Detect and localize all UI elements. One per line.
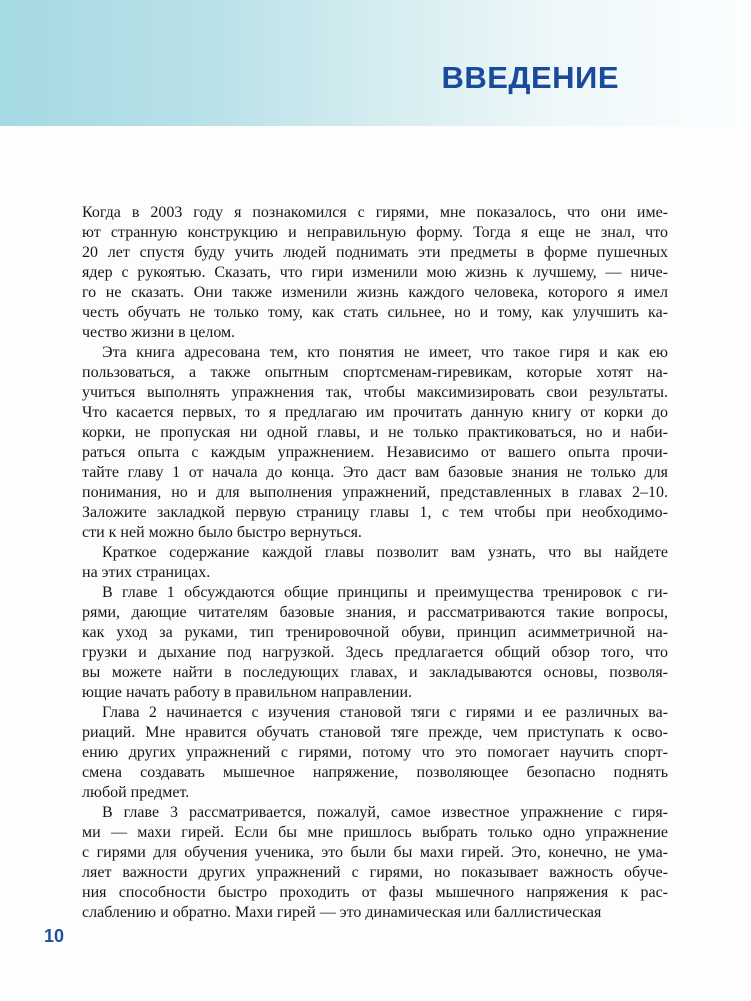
text-line: учиться выполнять упражнения так, чтобы максимизировать свои результаты.	[82, 384, 668, 401]
paragraph	[82, 703, 668, 803]
text-line: честь обучать не только тому, как стать сильнее, но и тому, как улучшить ка-	[82, 304, 668, 321]
paragraph	[82, 203, 668, 343]
text-line: Краткое содержание каждой главы позволит вам узнать, что вы найдете	[102, 544, 668, 561]
text-line: грузки и дыхание под нагрузкой. Здесь предлагается общий обзор того, что	[82, 644, 668, 661]
text-line: с гирями для обучения ученика, это были бы махи гирей. Это, конечно, не ума-	[82, 844, 668, 861]
text-line: любой предмет.	[82, 784, 190, 801]
text-line: как уход за руками, тип тренировочной обуви, принцип асимметричной на-	[82, 624, 668, 641]
text-line: чество жизни в целом.	[82, 324, 236, 341]
text-line: рями, дающие читателям базовые знания, и рассматриваются такие вопросы,	[82, 604, 668, 621]
text-line: ляет важности других упражнений с гирями, но показывает важность обуче-	[82, 864, 668, 881]
text-line: ния способности быстро проходить от фазы мышечного напряжения к рас-	[82, 884, 668, 901]
text-line: риаций. Мне нравится обучать становой тяге прежде, чем приступать к осво-	[82, 724, 668, 741]
text-line: В главе 1 обсуждаются общие принципы и преимущества тренировок с ги-	[102, 584, 668, 601]
paragraph	[82, 543, 668, 583]
text-line: на этих страницах.	[82, 564, 211, 581]
text-line: ют странную конструкцию и неправильную форму. Тогда я еще не знал, что	[82, 224, 668, 241]
text-line: Глава 2 начинается с изучения становой тяги с гирями и ее различных ва-	[102, 704, 668, 721]
text-line: пользоваться, а также опытным спортсменам-гиревикам, которые хотят на-	[82, 364, 668, 381]
text-line: Что касается первых, то я предлагаю им прочитать данную книгу от корки до	[82, 404, 668, 421]
text-line: В главе 3 рассматривается, пожалуй, самое известное упражнение с гиря-	[102, 804, 668, 821]
paragraph	[82, 803, 668, 923]
chapter-title: ВВЕДЕНИЕ	[441, 60, 619, 95]
text-line: Заложите закладкой первую страницу главы 1, с тем чтобы при необходимо-	[82, 504, 668, 521]
page-number: 10	[44, 926, 65, 946]
text-line: ядер с рукоятью. Сказать, что гири изменили мою жизнь к лучшему, — ниче-	[82, 264, 668, 281]
body-text	[82, 203, 668, 923]
text-line: смена создавать мышечное напряжение, позволяющее безопасно поднять	[82, 764, 668, 781]
text-line: понимания, но и для выполнения упражнений, представленных в главах 2–10.	[82, 484, 668, 501]
chapter-header-band	[0, 0, 751, 126]
text-line: слаблению и обратно. Махи гирей — это динамическая или баллистическая	[82, 904, 602, 921]
text-line: сти к ней можно было быстро вернуться.	[82, 524, 362, 541]
text-line: го не сказать. Они также изменили жизнь каждого человека, которого я имел	[82, 284, 668, 301]
text-line: Эта книга адресована тем, кто понятия не имеет, что такое гиря и как ею	[102, 344, 668, 361]
text-line: раться опыта с каждым упражнением. Независимо от вашего опыта прочи-	[82, 444, 668, 461]
text-line: тайте главу 1 от начала до конца. Это даст вам базовые знания не только для	[82, 464, 668, 481]
text-line: ми — махи гирей. Если бы мне пришлось выбрать только одно упражнение	[82, 824, 668, 841]
paragraph	[82, 343, 668, 543]
text-line: корки, не пропуская ни одной главы, и не только практиковаться, но и наби-	[82, 424, 668, 441]
text-line: ющие начать работу в правильном направлении.	[82, 684, 413, 701]
paragraph	[82, 583, 668, 703]
text-line: ению других упражнений с гирями, потому что это помогает научить спорт-	[82, 744, 668, 761]
text-line: вы можете найти в последующих главах, и закладываются основы, позволя-	[82, 664, 668, 681]
text-line: 20 лет спустя буду учить людей поднимать эти предметы в форме пушечных	[82, 244, 668, 261]
text-line: Когда в 2003 году я познакомился с гирями, мне показалось, что они име-	[82, 204, 668, 221]
